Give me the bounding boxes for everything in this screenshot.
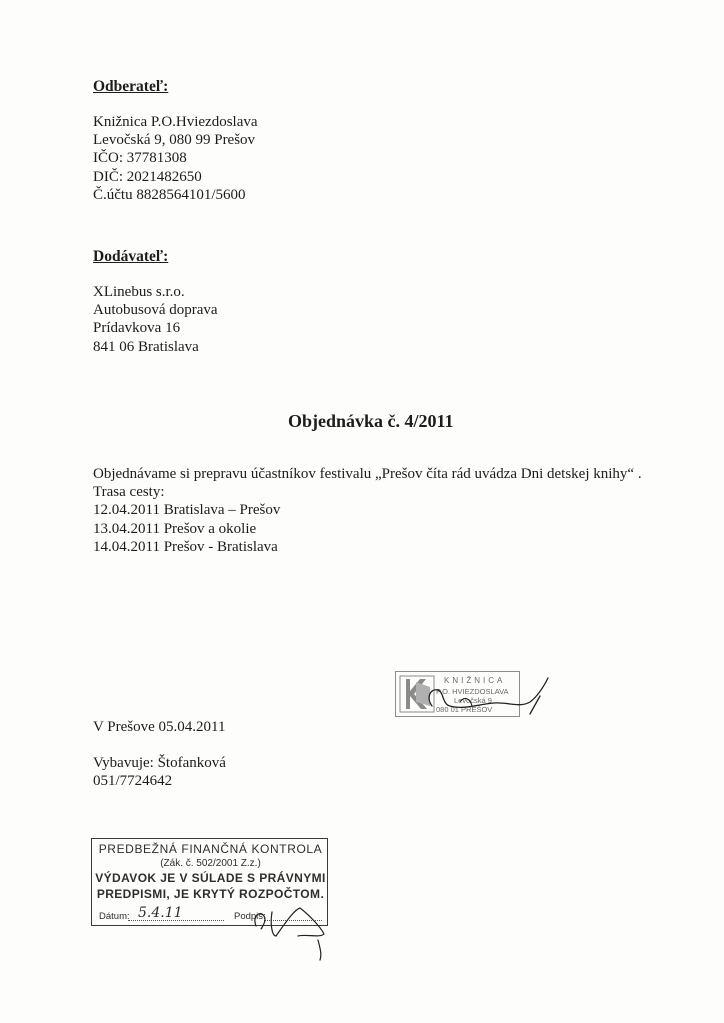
buyer-line: Č.účtu 8828564101/5600 [93, 186, 246, 203]
library-stamp-line: 080 01 PREŠOV [436, 705, 493, 714]
supplier-line: Prídavkova 16 [93, 320, 181, 337]
library-stamp-line: Levočská 9 [454, 696, 492, 705]
finance-stamp-line: VÝDAVOK JE V SÚLADE S PRÁVNYMI [95, 871, 326, 885]
place-date-text: V Prešove 05.04.2011 [93, 719, 226, 735]
order-title: Objednávka č. 4/2011 [288, 411, 454, 431]
route-item: 12.04.2011 Bratislava – Prešov [93, 502, 281, 519]
signature-icon [420, 676, 560, 722]
finance-stamp-line: PREDBEŽNÁ FINANČNÁ KONTROLA [98, 842, 323, 856]
buyer-heading: Odberateľ: [93, 78, 169, 95]
order-body [93, 465, 642, 556]
buyer-line: Levočská 9, 080 99 Prešov [93, 132, 256, 149]
supplier-line: XLinebus s.r.o. [93, 284, 185, 300]
finance-date-value: 5.4.11 [138, 905, 183, 921]
finance-signature-icon [250, 892, 330, 962]
handled-by-phone: 051/7724642 [93, 773, 173, 790]
buyer-line: Knižnica P.O.Hviezdoslava [93, 114, 258, 130]
finance-signature-label: Podpis: [234, 911, 266, 922]
route-heading: Trasa cesty: [93, 484, 165, 501]
place-date [93, 718, 226, 736]
supplier-line: Autobusová doprava [93, 302, 218, 319]
finance-date-label: Dátum: [99, 911, 130, 922]
buyer-address [93, 113, 258, 204]
finance-stamp-line: PREDPISMI, JE KRYTÝ ROZPOČTOM. [96, 887, 325, 901]
library-stamp-line: KNIŽNICA [444, 676, 506, 685]
buyer-line: IČO: 37781308 [93, 150, 187, 167]
route-item: 14.04.2011 Prešov - Bratislava [93, 538, 278, 555]
handled-by [93, 754, 226, 790]
supplier-heading: Dodávateľ: [93, 248, 169, 265]
finance-stamp-line: (Zák. č. 502/2001 Z.z.) [160, 858, 261, 869]
supplier-line: 841 06 Bratislava [93, 338, 199, 355]
order-text: Objednávame si prepravu účastníkov festivalu „Prešov číta rád uvádza Dni detskej knihy“ . [93, 466, 642, 482]
route-item: 13.04.2011 Prešov a okolie [93, 520, 257, 537]
buyer-line: DIČ: 2021482650 [93, 168, 202, 185]
library-stamp-line: P.O. HVIEZDOSLAVA [436, 687, 509, 696]
supplier-address [93, 283, 218, 356]
handled-by-name: Vybavuje: Štofanková [93, 755, 226, 771]
